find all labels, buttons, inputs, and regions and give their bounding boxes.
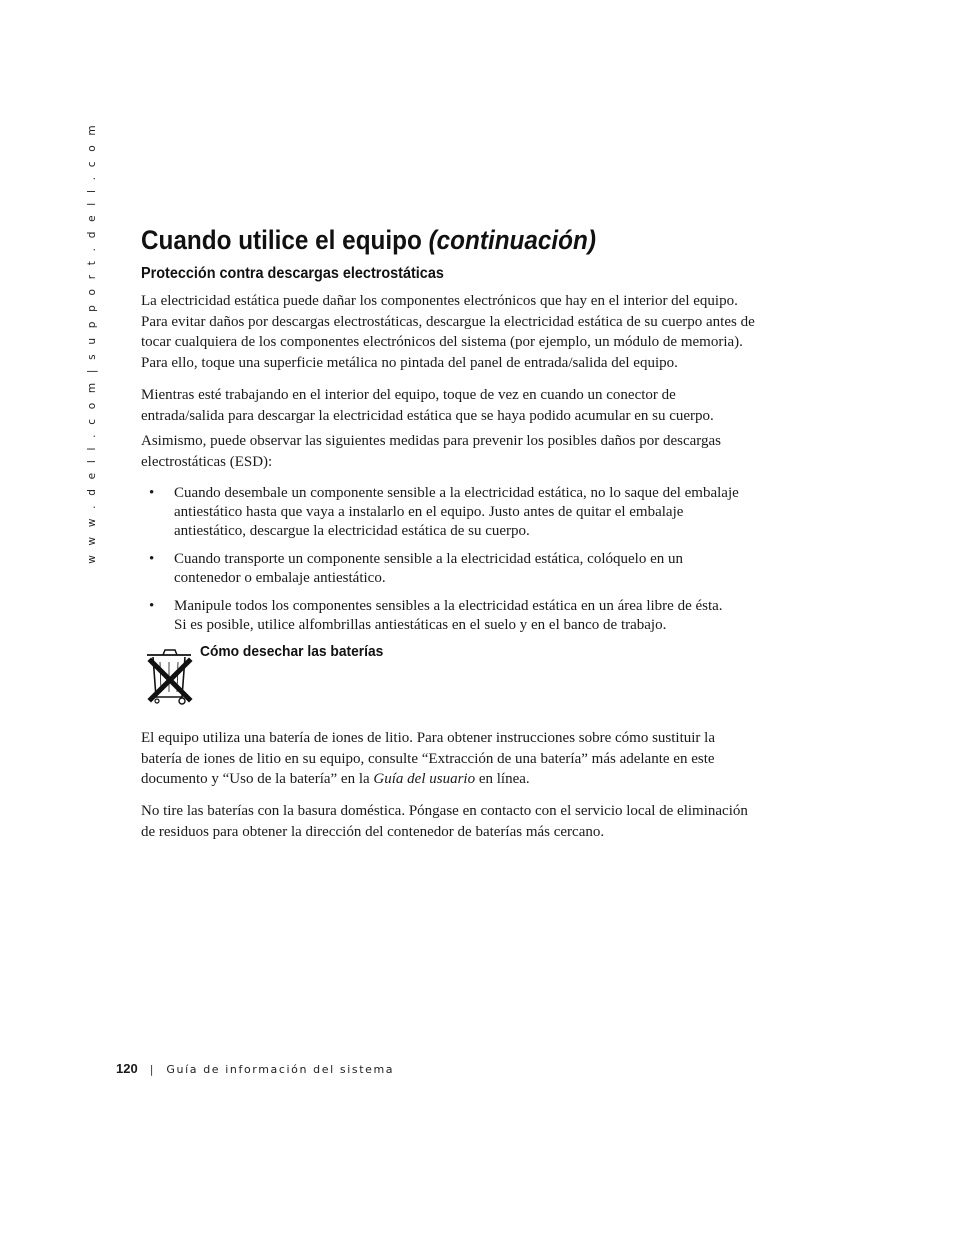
list-item [174,597,723,635]
page-footer [116,1061,394,1076]
text-line: Mientras esté trabajando en el interior del equipo, toque de vez en cuando un conector de [141,387,676,403]
text-line [141,769,715,790]
guide-reference: Guía del usuario [373,771,476,787]
text-line: antiestático hasta que vaya a instalarlo en el equipo. Justo antes de quitar el embalaje [174,504,684,520]
text-line: contenedor o embalaje antiestático. [174,570,386,586]
page-title-main: Cuando utilice el equipo [141,225,429,255]
list-item [174,550,683,588]
text-line: Manipule todos los componentes sensibles a la electricidad estática en un área libre de ésta. [174,598,723,614]
section-heading-battery: Cómo desechar las baterías [200,643,384,660]
paragraph-esd-working [141,385,714,426]
page-number: 120 [116,1061,138,1076]
text-run: en línea. [475,771,530,787]
text-line: Para evitar daños por descargas electrostáticas, descargue la electricidad estática de su cuerpo antes de [141,313,755,330]
text-line: tocar cualquiera de los componentes electrónicos del sistema (por ejemplo, un módulo de memoria). [141,334,743,350]
text-line: antiestático, descargue la electricidad estática de su cuerpo. [174,523,530,539]
text-line: Asimismo, puede observar las siguientes medidas para prevenir los posibles daños por descargas [141,433,722,449]
crossed-out-bin-icon [145,645,197,709]
list-item [174,484,739,541]
page-title [141,222,596,258]
text-line: Cuando transporte un componente sensible a la electricidad estática, colóquelo en un [174,551,683,567]
bullet-marker: • [149,598,155,614]
text-line: Para ello, toque una superficie metálica no pintada del panel de entrada/salida del equipo. [141,354,678,371]
text-line: entrada/salida para descargar la electricidad estática que se haya podido acumular en su cuerpo. [141,407,714,424]
footer-separator: | [149,1063,154,1076]
text-line: batería de iones de litio en su equipo, consulte “Extracción de una batería” más adelante en este [141,750,715,767]
paragraph-esd-measures [141,431,721,472]
section-heading-esd: Protección contra descargas electrostáticas [141,265,444,282]
text-line: El equipo utiliza una batería de iones de litio. Para obtener instrucciones sobre cómo sustituir la [141,730,716,746]
side-url [82,122,102,564]
bullet-marker: • [149,551,155,567]
paragraph-battery-info [141,728,715,790]
paragraph-esd-intro [141,291,755,373]
text-line: Cuando desembale un componente sensible a la electricidad estática, no lo saque del embalaje [174,485,739,501]
paragraph-battery-disposal [141,801,748,842]
text-line: de residuos para obtener la dirección del contenedor de baterías más cercano. [141,823,605,840]
guide-title: Guía de información del sistema [166,1063,395,1076]
text-run: documento y “Uso de la batería” en la [141,771,374,787]
side-url-text: w w w . d e l l . c o m | s u p p o r t . d e l l . c o m [86,122,98,564]
page-title-continuation: (continuación) [428,225,596,255]
bullet-marker: • [149,485,155,501]
text-line: La electricidad estática puede dañar los componentes electrónicos que hay en el interior del equipo. [141,293,738,309]
text-line: electrostáticas (ESD): [141,453,273,470]
text-line: Si es posible, utilice alfombrillas antiestáticas en el suelo y en el banco de trabajo. [174,617,667,633]
text-line: No tire las baterías con la basura doméstica. Póngase en contacto con el servicio local de eliminación [141,803,748,819]
